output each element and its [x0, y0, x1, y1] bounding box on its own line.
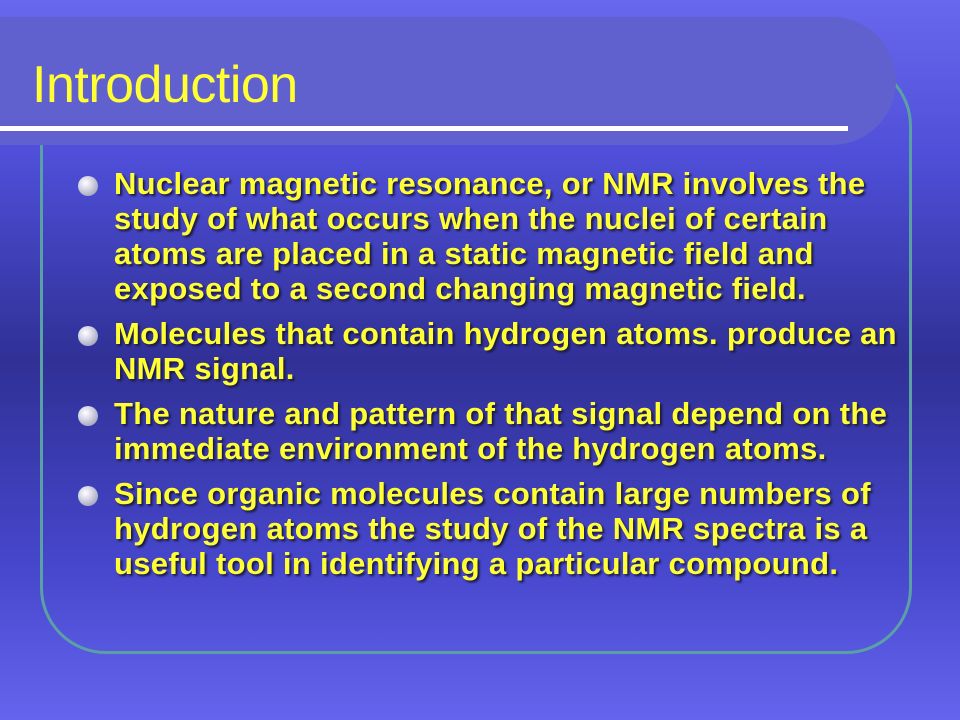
bullet-dot-icon	[78, 176, 98, 196]
bullet-dot-icon	[78, 486, 98, 506]
bullet-item	[70, 316, 900, 386]
bullet-dot-icon	[78, 326, 98, 346]
bullet-text: Molecules that contain hydrogen atoms. produce an NMR signal.	[114, 316, 897, 386]
bullet-list	[70, 166, 900, 591]
bullet-item	[70, 476, 900, 581]
slide-title: Introduction	[32, 56, 298, 114]
bullet-dot-icon	[78, 406, 98, 426]
bullet-text: Since organic molecules contain large numbers of hydrogen atoms the study of the NMR spectra is a useful tool in identifying a particular compound.	[114, 476, 871, 581]
title-underline	[0, 126, 848, 131]
bullet-text: Nuclear magnetic resonance, or NMR involves the study of what occurs when the nuclei of certain atoms are placed in a static magnetic field and exposed to a second changing magnetic field.	[114, 166, 866, 306]
bullet-item	[70, 396, 900, 466]
bullet-text: The nature and pattern of that signal depend on the immediate environment of the hydrogen atoms.	[114, 396, 888, 466]
bullet-item	[70, 166, 900, 306]
